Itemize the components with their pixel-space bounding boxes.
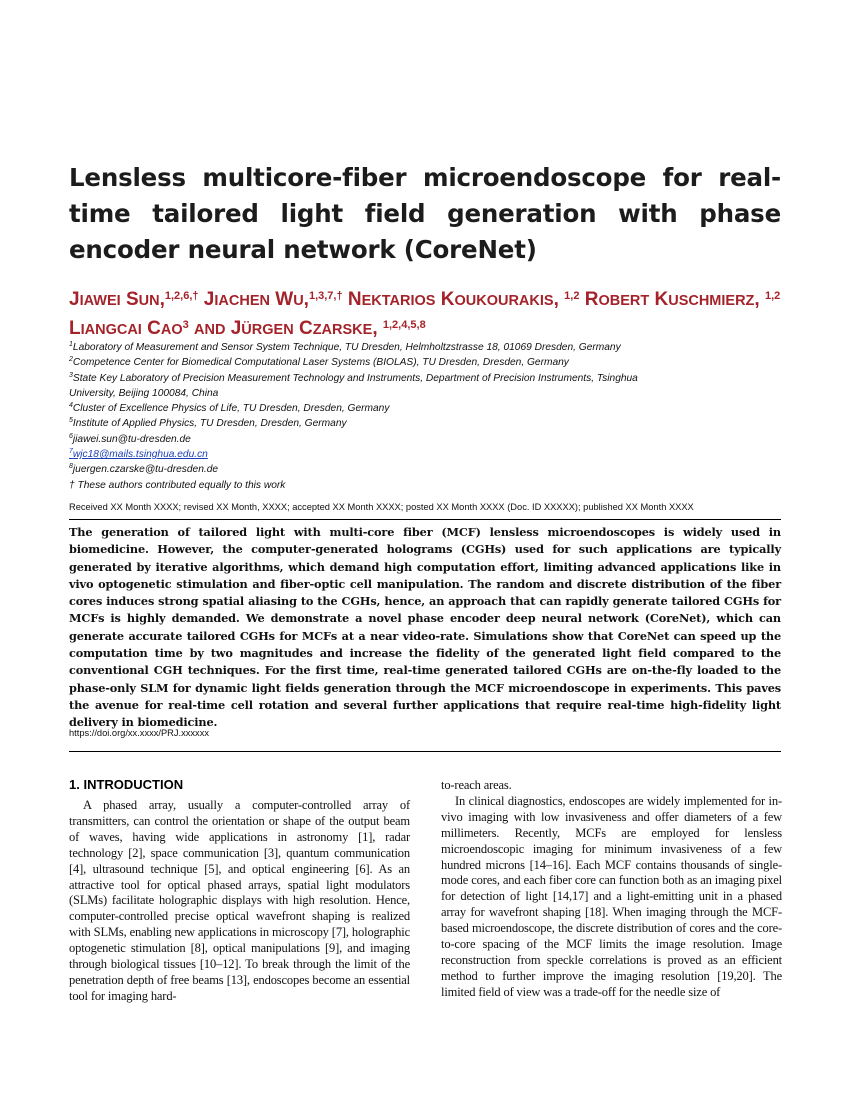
affiliation: $^2$Competence Center for Biomedical Computational Laser Systems (BIOLAS), TU Dresden, Dresden, Germany bbox=[69, 356, 569, 369]
affiliation: $^1$Laboratory of Measurement and Sensor System Technique, TU Dresden, Helmholtzstrasse 18, 01069 Dresden, Germany bbox=[69, 341, 621, 353]
paragraph-continuation: to-reach areas. bbox=[441, 778, 512, 792]
equal-contribution-note: † These authors contributed equally to this work bbox=[69, 479, 286, 491]
right-column bbox=[441, 778, 782, 1001]
author-conjunction: AND bbox=[194, 322, 226, 338]
author: JIACHEN WU,$^{1,3,7,\dagger}$ bbox=[203, 289, 343, 310]
email-link[interactable] bbox=[69, 447, 781, 462]
email: $^8$juergen.czarske@tu-dresden.de bbox=[69, 463, 219, 476]
abstract: The generation of tailored light with multi-core fiber (MCF) lensless microendoscopes is widely used in biomedicine. However, the computer-generated holograms (CGHs) used for such applications are typically generated by iterative algorithms, which demand high computation effort, limiting advanced applications like in vivo optogenetic stimulation and fiber-optic cell manipulation. The random and discrete distribution of the fiber cores induces strong spatial aliasing to the CGHs, hence, an approach that can rapidly generate tailored CGHs for MCFs is highly demanded. We demonstrate a novel phase encoder deep neural network (CoreNet), which can generate accurate tailored CGHs for MCFs at a near video-rate. Simulations show that CoreNet can speed up the computation time by two magnitudes and increase the fidelity of the generated light field compared to the conventional CGH techniques. For the first time, real-time generated tailored CGHs are on-the-fly loaded to the phase-only SLM for dynamic light fields generation through the MCF microendoscope in experiments. This paves the avenue for real-time cell rotation and several further applications that require real-time high-fidelity light delivery in biomedicine. bbox=[69, 525, 781, 730]
author-list bbox=[69, 286, 781, 344]
author: ROBERT KUSCHMIERZ, $^{1,2}$ bbox=[584, 289, 781, 310]
paper-title: Lensless multicore-fiber microendoscope for real-time tailored light field generation with phase encoder neural network (CoreNet) bbox=[69, 163, 781, 264]
affiliation: $^3$State Key Laboratory of Precision Measurement Technology and Instruments, Department of Precision Instruments, Tsinghua bbox=[69, 371, 638, 384]
email: $^6$jiawei.sun@tu-dresden.de bbox=[69, 432, 191, 445]
paragraph: A phased array, usually a computer-controlled array of transmitters, can control the orientation or shape of the output beam of waves, having wide applications in astronomy [1], radar technology [2], space communication [3], quantum communication [4], ultrasound technique [5], and optical engineering [6]. As an attractive tool for optical phased arrays, spatial light modulators (SLMs) facilitate holographic displays with high resolution. Hence, computer-controlled precise optical wavefront shaping is realized with SLMs, enabling new applications in microscopy [7], holographic optogenetic stimulation [8], optical manipulations [9], and imaging through biological tissues [10–12]. To break through the limit of the penetration depth of free beams [13], endoscopes become an essential tool for imaging hard- bbox=[69, 798, 410, 1003]
divider bbox=[69, 519, 781, 520]
author: LIANGCAI CAO$^3$ bbox=[69, 318, 189, 339]
divider bbox=[69, 751, 781, 752]
paragraph: In clinical diagnostics, endoscopes are widely implemented for in-vivo imaging with low invasiveness and offer diameters of a few millimeters. Recently, MCFs are employed for lensless microendoscopic imaging for minimum invasiveness of a few hundred microns [14–16]. Each MCF contains thousands of single-mode cores, and each fiber core can function both as an imaging pixel for detection of light [14,17] and a light-emitting unit in a phased array for wavefront shaping [18]. When imaging through the MCF-based microendoscope, the discrete distribution of cores and the core-to-core spacing of the MCF limits the image resolution. Image reconstruction from speckle correlations is proved as an efficient method to further improve the imaging resolution [19,20]. The limited field of view was a trade-off for the needle size of bbox=[441, 793, 782, 999]
author: JÜRGEN CZARSKE, $^{1,2,4,5,8}$ bbox=[230, 318, 426, 339]
section-heading: 1. INTRODUCTION bbox=[69, 777, 184, 792]
affiliation: $^4$Cluster of Excellence Physics of Life, TU Dresden, Dresden, Germany bbox=[69, 402, 390, 415]
affiliation: University, Beijing 100084, China bbox=[69, 387, 219, 399]
doi-link[interactable]: https://doi.org/xx.xxxx/PRJ.xxxxxx bbox=[69, 728, 210, 738]
received-dates: Received XX Month XXXX; revised XX Month, XXXX; accepted XX Month XXXX; posted XX Month XXXX (Doc. ID XXXXX); published XX Month XXXX bbox=[69, 502, 694, 512]
author: JIAWEI SUN,$^{1,2,6,\dagger}$ bbox=[69, 289, 199, 310]
left-column bbox=[69, 798, 410, 1005]
email-link-anchor[interactable]: $^7$wjc18@mails.tsinghua.edu.cn bbox=[69, 448, 208, 461]
affiliation: $^5$Institute of Applied Physics, TU Dresden, Dresden, Germany bbox=[69, 417, 347, 430]
author: NEKTARIOS KOUKOURAKIS, $^{1,2}$ bbox=[347, 289, 580, 310]
affiliation-list bbox=[69, 340, 781, 493]
